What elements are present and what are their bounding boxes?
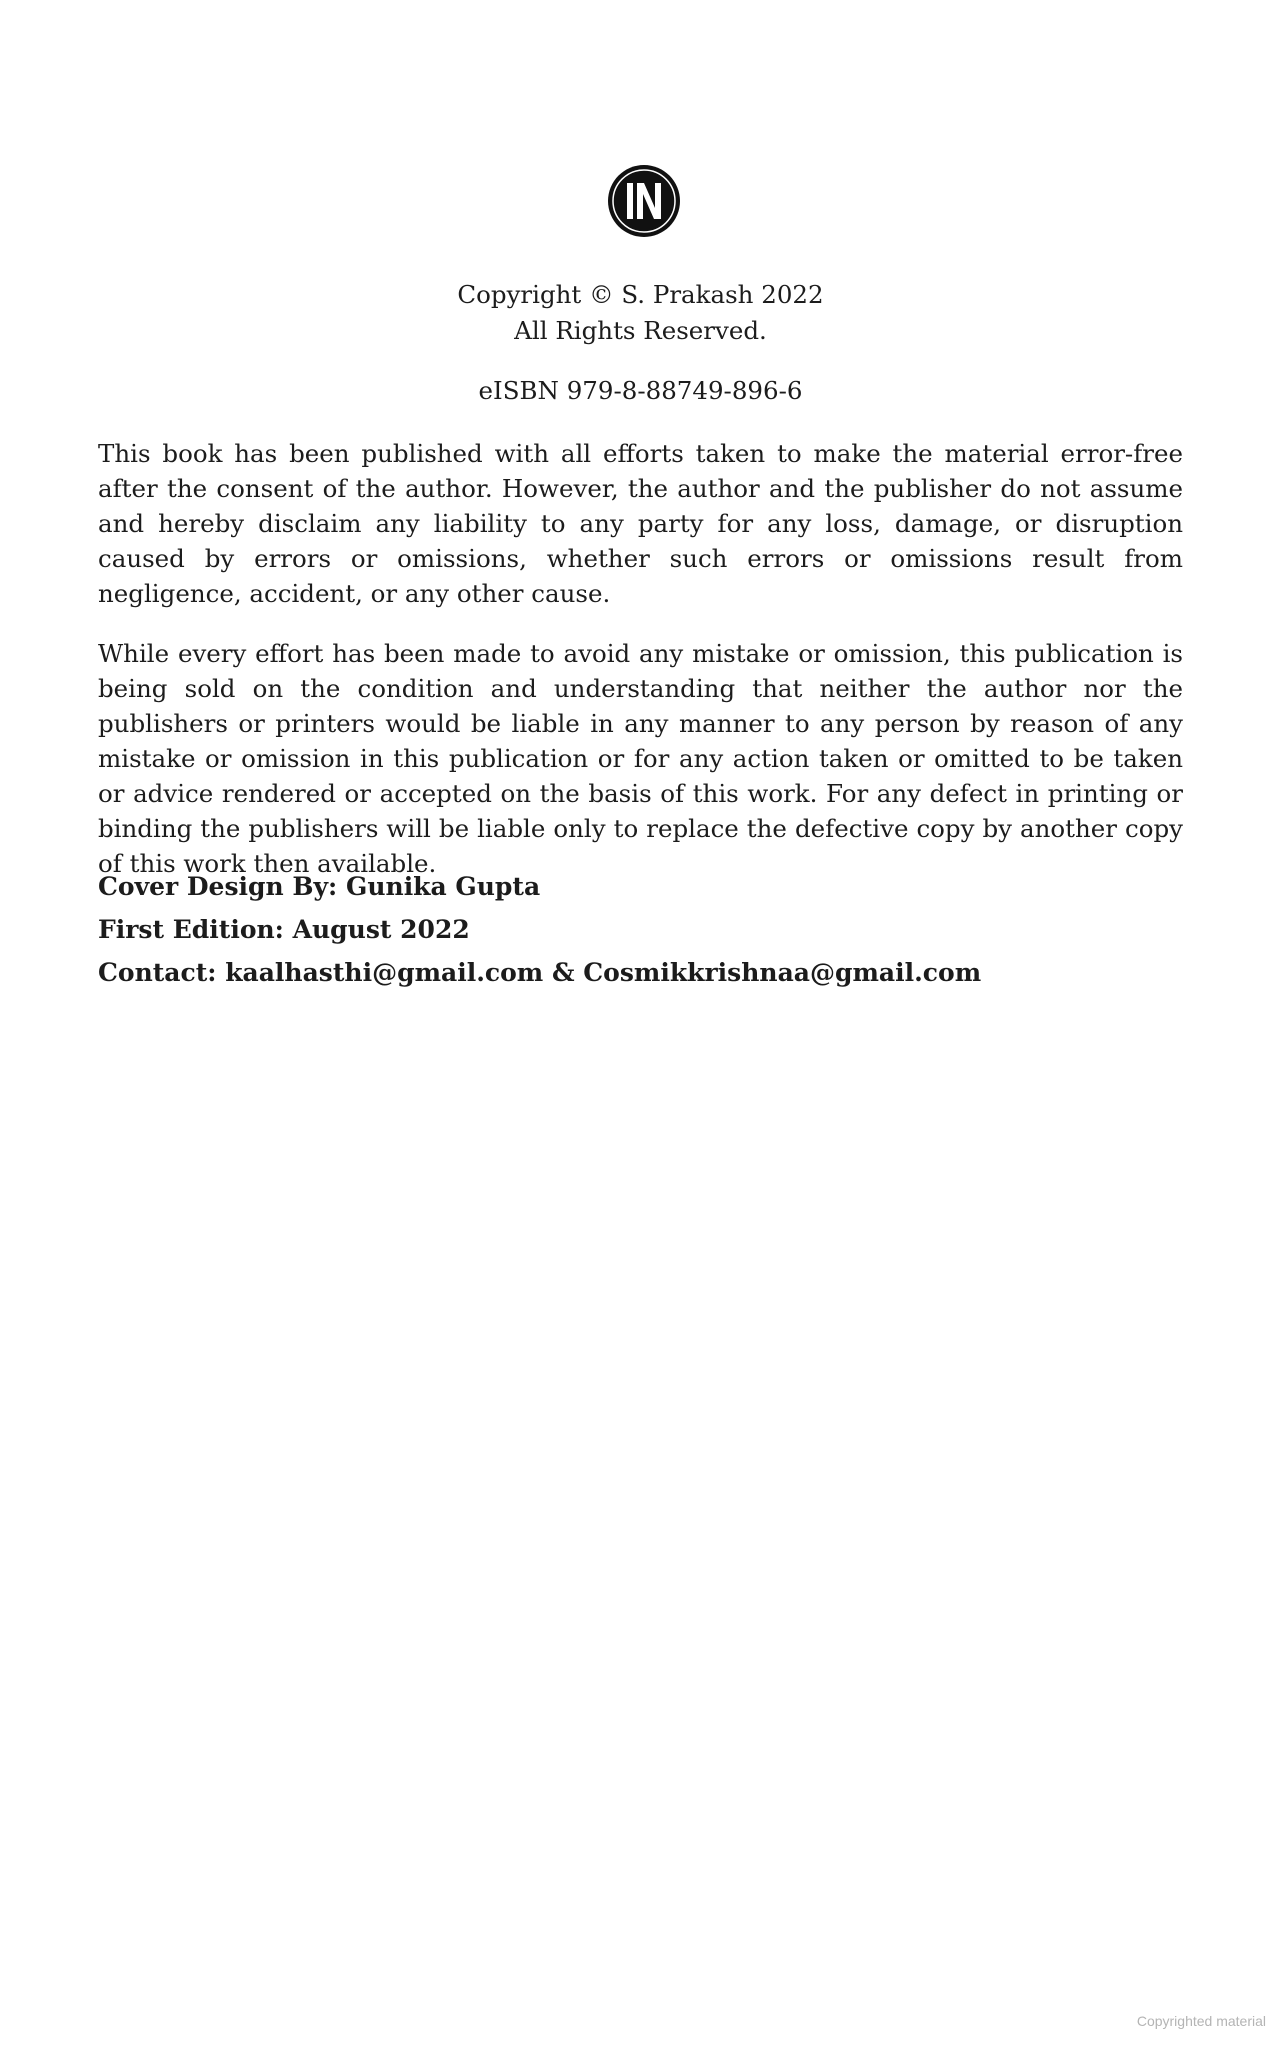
cover-design-credit: Cover Design By: Gunika Gupta xyxy=(98,872,541,901)
contact-line: Contact: kaalhasthi@gmail.com & Cosmikkrishnaa@gmail.com xyxy=(98,958,982,987)
disclaimer-paragraph: This book has been published with all efforts taken to make the material error-free after the consent of the author. However, the author and the publisher do not assume and hereby disclaim any liability to any party for any loss, damage, or disruption caused by errors or omissions, whether such errors or omissions result from negligence, accident, or any other cause. xyxy=(98,439,1183,608)
publisher-logo-icon xyxy=(607,164,681,238)
copyright-notice xyxy=(98,277,1183,349)
copyright-line: Copyright © S. Prakash 2022 xyxy=(457,280,824,309)
liability-paragraph: While every effort has been made to avoid any mistake or omission, this publication is being sold on the condition and understanding that neither the author nor the publishers or printers would be liable in any manner to any person by reason of any mistake or omission in this publication or for any action taken or omitted to be taken or advice rendered or accepted on the basis of this work. For any defect in printing or binding the publishers will be liable only to replace the defective copy by another copy of this work then available. xyxy=(98,639,1183,878)
first-edition-line: First Edition: August 2022 xyxy=(98,915,470,944)
isbn-line: eISBN 979-8-88749-896-6 xyxy=(478,376,803,405)
rights-reserved-line: All Rights Reserved. xyxy=(514,316,767,345)
copyright-watermark: Copyrighted material xyxy=(1136,2013,1266,2029)
